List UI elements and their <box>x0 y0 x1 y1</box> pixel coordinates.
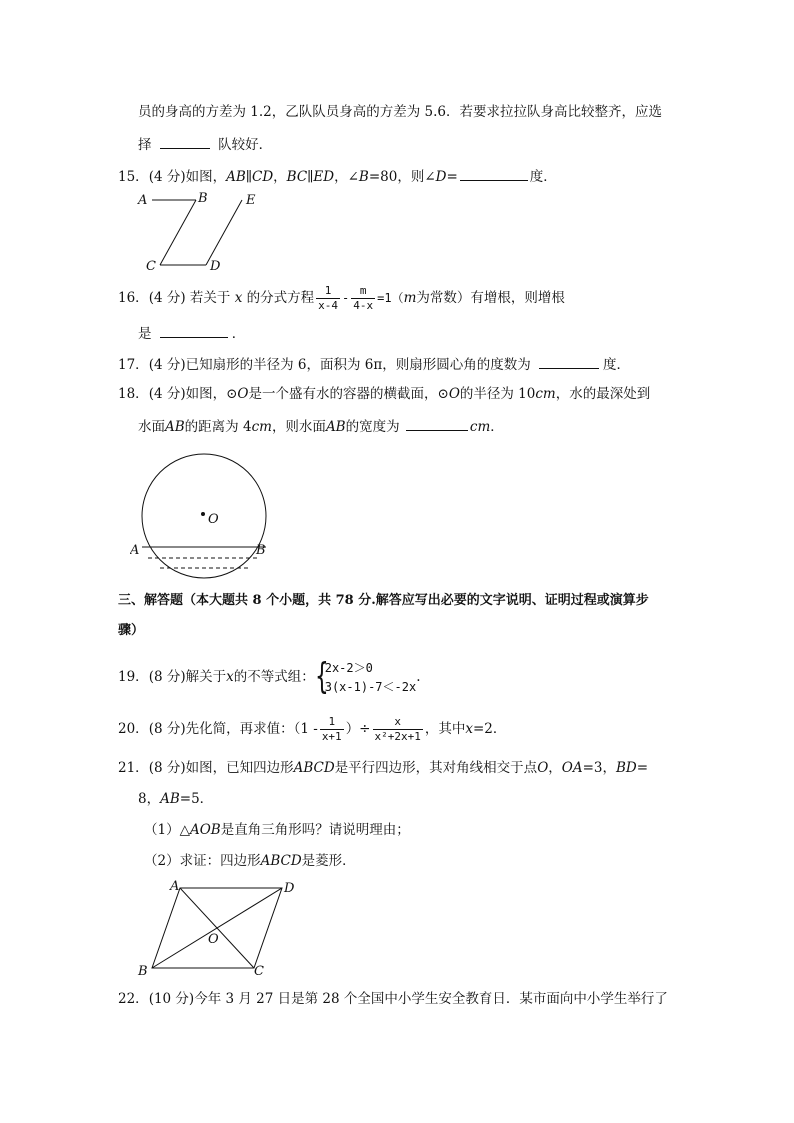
section-3-heading-line2: 骤） <box>118 623 145 638</box>
question-16: 16．(4 分) 若关于 x 的分式方程 $\frac{1}{x-4}$ - $\frac{m}{4-x}$ =1（m为常数）有增根，则增根 <box>118 284 565 312</box>
inequality-1: 2x-2＞0 <box>324 660 373 675</box>
segment-de <box>206 200 242 265</box>
question-22: 22．(10 分)今年 3 月 27 日是第 28 个全国中小学生安全教育日．某市面向中小学生举行了 <box>118 991 668 1007</box>
label-d: D <box>284 881 295 896</box>
label-o: O <box>208 512 219 527</box>
center-point <box>201 512 205 516</box>
answer-blank-q14[interactable] <box>160 134 210 149</box>
question-18: 18．(4 分)如图，⊙O是一个盛有水的容器的横截面，⊙O的半径为 10cm，水的最深处到 <box>118 386 651 402</box>
answer-blank-q15[interactable] <box>460 166 528 181</box>
label-c: C <box>146 259 156 274</box>
question-21: 21．(8 分)如图，已知四边形ABCD是平行四边形，其对角线相交于点O，OA=3，BD= <box>118 760 649 776</box>
q21-line2: 8，AB=5． <box>138 791 214 807</box>
fraction-1-over-x-4: $\frac{1}{x-4}$ <box>318 284 338 312</box>
label-o: O <box>208 932 219 947</box>
q21-figure <box>134 876 304 980</box>
q15-figure <box>130 188 270 274</box>
answer-blank-q17[interactable] <box>539 354 599 369</box>
fraction-x-over-poly: $\frac{x}{\text{x²+2x+1}}$ <box>374 715 421 743</box>
fraction-1-over-x+1: $\frac{1}{x+1}$ <box>321 715 342 743</box>
section-3-heading: 三、解答题（本大题共 8 个小题，共 78 分.解答应写出必要的文字说明、证明过程或演算步 <box>118 593 649 608</box>
label-a: A <box>170 879 180 894</box>
label-c: C <box>254 964 264 979</box>
label-e: E <box>246 193 256 208</box>
answer-blank-q16[interactable] <box>160 323 228 338</box>
q14-line1: 员的身高的方差为 1.2，乙队队员身高的方差为 5.6．若要求拉拉队身高比较整齐，应选 <box>138 104 663 120</box>
q18-line2: 水面AB的距离为 4cm，则水面AB的宽度为 cm． <box>138 416 504 436</box>
q14-line2: 择 队较好． <box>138 134 272 154</box>
inequality-2: 3(x-1)-7＜-2x <box>324 679 417 694</box>
answer-blank-q18[interactable] <box>406 416 468 431</box>
question-17: 17．(4 分)已知扇形的半径为 6，面积为 6π，则扇形圆心角的度数为 度． <box>118 354 630 374</box>
q18-figure <box>130 448 280 582</box>
label-b: B <box>256 543 266 558</box>
label-d: D <box>210 259 221 274</box>
segment-bc <box>160 200 196 265</box>
question-20: 20．(8 分)先化简，再求值：（1 - $\frac{1}{x+1}$ ）÷ $\frac{x}{\text{x²+2x+1}}$ ，其中x=2． <box>118 715 507 743</box>
q16-line2: 是 ． <box>138 323 245 343</box>
q21-part-2: （2）求证：四边形ABCD是菱形． <box>144 853 356 869</box>
label-b: B <box>138 964 148 979</box>
label-a: A <box>138 193 148 208</box>
question-15: 15．(4 分)如图，AB∥CD，BC∥ED，∠B=80，则∠D= 度． <box>118 166 557 186</box>
q21-part-1: （1）△AOB是直角三角形吗？请说明理由； <box>144 822 410 838</box>
label-a: A <box>130 543 140 558</box>
label-b: B <box>198 191 208 206</box>
inequality-system: { 2x-2＞0 3(x-1)-7＜-2x <box>314 655 417 697</box>
fraction-m-over-4-x: $\frac{m}{4-x}$ <box>353 284 374 312</box>
circle-o <box>142 454 266 578</box>
question-19: 19．(8 分)解关于x的不等式组： { 2x-2＞0 3(x-1)-7＜-2x . <box>118 655 421 697</box>
diagonal-bd <box>152 888 282 968</box>
